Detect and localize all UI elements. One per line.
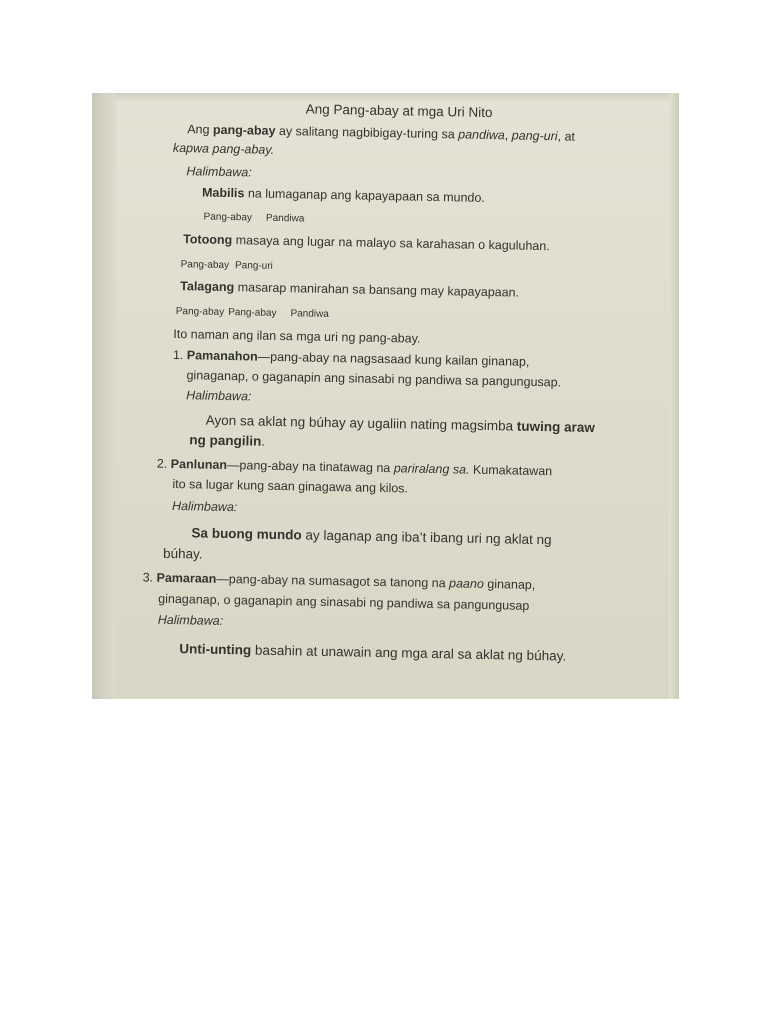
type-1-example-line-1 [206,413,595,435]
label-pang-abay: Pang-abay [175,306,225,318]
type-1-number: 1. [172,347,184,363]
type-1-example-bold: tuwing araw [516,418,595,436]
intro-line-1 [187,122,575,143]
example-3-lead: Talagang [180,279,235,295]
example-1-lead: Mabilis [201,185,245,201]
type-1-halimbawa: Halimbawa: [186,388,252,404]
type-1-line-2: ginaganap, o gaganapin ang sinasabi ng pandiwa sa pangungusap. [186,368,562,390]
type-1-example-bold-2: ng pangilin [189,432,262,449]
type-3-line-2: ginaganap, o gaganapin ang sinasabi ng pandiwa sa pangungusap [158,591,530,613]
intro-text: Ang [187,122,214,137]
intro-text: , at [557,129,576,144]
type-2-example-bold: Sa buong mundo [191,525,302,543]
type-3-definition-italic: paano [448,576,484,591]
page-content [92,93,679,699]
type-2-line-1 [157,457,553,479]
intro-line-2: kapwa pang-abay. [172,140,275,157]
type-3-example-bold: Unti-unting [179,641,252,658]
example-2-lead: Totoong [183,232,233,248]
type-2-halimbawa: Halimbawa: [171,498,238,515]
kinds-intro: Ito naman ang ilan sa mga uri ng pang-abay. [173,326,421,346]
type-3-example-line-1 [179,641,566,663]
intro-text: , [504,128,512,143]
type-3-definition-end: ginanap, [483,576,536,592]
document-photo [92,93,679,699]
label-pang-uri: Pang-uri [234,260,273,272]
example-2 [183,232,550,253]
example-2-labels [181,259,273,272]
type-2-number: 2. [156,456,168,471]
intro-italic: pang-uri [511,128,558,144]
type-2-term: Panlunan [170,456,228,473]
type-1-example-line-2 [189,432,265,448]
type-1-term: Pamanahon [186,348,258,364]
label-pandiwa: Pandiwa [290,308,329,320]
type-3-term: Pamaraan [156,570,217,586]
type-3-definition: —pang-abay na sumasagot sa tanong na [216,571,450,591]
type-2-definition-end: Kumakatawan [469,462,553,479]
example-1 [202,185,485,204]
example-3-rest: masarap manirahan sa bansang may kapayapaan. [234,280,520,300]
type-3-example-text: basahin at unawain ang mga aral sa aklat ng búhay. [251,642,567,664]
type-2-example-text: ay laganap ang iba’t ibang uri ng aklat ng [301,527,552,548]
example-3 [180,279,519,300]
type-2-line-2: ito sa lugar kung saan ginagawa ang kilos. [172,476,409,496]
page-title: Ang Pang-abay at mga Uri Nito [305,101,493,121]
label-pang-abay: Pang-abay [180,259,230,272]
type-1-example-text: Ayon sa aklat ng búhay ay ugaliin nating magsimba [205,412,517,434]
example-1-labels [203,212,304,225]
type-3-line-1 [143,570,536,592]
type-1-line-1 [173,348,530,369]
type-2-definition-italic: pariralang sa. [393,461,470,477]
intro-italic: pandiwa [458,127,505,143]
type-2-definition: —pang-abay na tinatawag na [226,458,394,476]
intro-text: ay salitang nagbibigay-turing sa [275,123,459,142]
label-pang-abay: Pang-abay [228,307,277,319]
intro-term: pang-abay [212,122,276,138]
type-3-halimbawa: Halimbawa: [157,612,224,628]
type-2-example-line-2: búhay. [162,545,203,562]
halimbawa-label: Halimbawa: [186,164,252,180]
type-1-definition: —pang-abay na nagsasaad kung kailan ginanap, [257,349,530,369]
type-1-example-end: . [261,433,266,449]
example-3-labels [176,306,329,320]
example-2-rest: masaya ang lugar na malayo sa karahasan o kaguluhan. [232,233,550,254]
type-2-example-line-1 [191,525,551,547]
label-pang-abay: Pang-abay [203,211,253,224]
type-3-number: 3. [142,570,154,585]
example-1-rest: na lumaganap ang kapayapaan sa mundo. [244,186,485,205]
label-pandiwa: Pandiwa [265,212,305,225]
